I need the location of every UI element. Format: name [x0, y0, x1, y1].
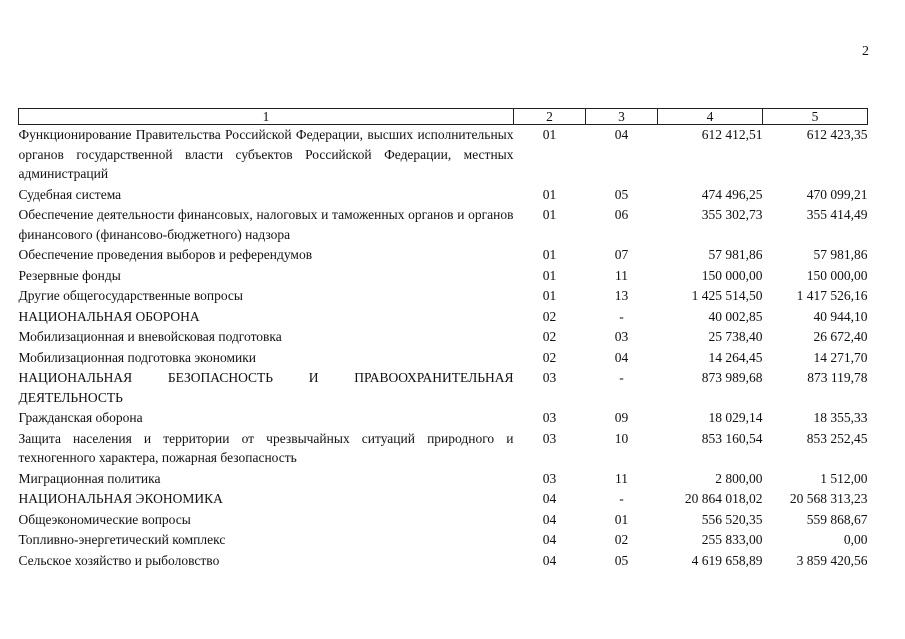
row-value-4: 4 619 658,89 — [691, 552, 763, 568]
row-name: Миграционная политика — [18, 470, 161, 486]
row-name: Функционирование Правительства Российской Федерации, высших исполнительных органов государственной власти субъектов Российской Федерации, местных администраций — [18, 127, 514, 181]
row-subsection-code: 11 — [615, 470, 628, 486]
page-number: 2 — [862, 44, 869, 59]
row-name: Мобилизационная и вневойсковая подготовка — [18, 329, 282, 344]
table-row — [19, 348, 868, 369]
row-name: Сельское хозяйство и рыболовство — [18, 552, 220, 568]
table-row — [19, 245, 868, 266]
row-value-5: 873 119,78 — [807, 370, 868, 385]
row-section-code: 04 — [542, 511, 557, 527]
row-section-code: 01 — [542, 127, 557, 142]
row-name: Обеспечение проведения выборов и референдумов — [18, 247, 313, 262]
table-row — [19, 408, 868, 429]
table-row — [19, 205, 868, 245]
row-section-code: 02 — [542, 308, 557, 324]
column-header-1: 1 — [19, 109, 514, 125]
row-section-code: 03 — [542, 410, 557, 425]
row-value-5: 1 512,00 — [820, 470, 868, 486]
row-value-5: 470 099,21 — [806, 186, 868, 202]
row-name: Обеспечение деятельности финансовых, налоговых и таможенных органов и органов финансового (финансово-бюджетного) надзора — [18, 207, 514, 242]
row-name: НАЦИОНАЛЬНАЯ ОБОРОНА — [18, 308, 200, 324]
row-value-4: 14 264,45 — [708, 349, 763, 365]
row-section-code: 01 — [542, 207, 557, 222]
row-value-5: 150 000,00 — [806, 267, 868, 283]
row-section-code: 04 — [542, 491, 557, 506]
row-subsection-code: 07 — [614, 247, 629, 262]
row-name: НАЦИОНАЛЬНАЯ ЭКОНОМИКА — [18, 491, 223, 506]
row-value-4: 25 738,40 — [708, 329, 763, 344]
row-name: Мобилизационная подготовка экономики — [18, 349, 257, 365]
row-subsection-code: 02 — [614, 532, 629, 547]
row-section-code: 04 — [542, 532, 557, 547]
table-row — [19, 429, 868, 469]
row-subsection-code: 13 — [614, 288, 629, 303]
table-row — [19, 307, 868, 328]
row-value-4: 474 496,25 — [701, 186, 763, 202]
row-value-4: 18 029,14 — [708, 410, 763, 425]
table-row — [19, 489, 868, 510]
row-value-5: 612 423,35 — [806, 127, 868, 142]
row-subsection-code: 10 — [614, 430, 629, 446]
row-value-5: 853 252,45 — [806, 430, 868, 446]
row-subsection-code: 01 — [614, 511, 629, 527]
column-header-5: 5 — [763, 109, 868, 125]
table-header — [19, 109, 868, 125]
row-section-code: 02 — [542, 349, 557, 365]
row-value-4: 150 000,00 — [701, 267, 763, 283]
column-header-2: 2 — [514, 109, 586, 125]
row-value-4: 853 160,54 — [701, 430, 763, 446]
row-value-5: 20 568 313,23 — [789, 491, 868, 506]
table-body — [19, 125, 868, 572]
row-subsection-code: 05 — [614, 552, 629, 568]
row-subsection-code: 11 — [615, 267, 628, 283]
table-row — [19, 530, 868, 551]
row-name: Гражданская оборона — [18, 410, 143, 425]
row-section-code: 04 — [542, 552, 557, 568]
row-subsection-code: - — [619, 308, 624, 324]
row-subsection-code: 04 — [614, 349, 629, 365]
row-subsection-code: 05 — [614, 186, 629, 202]
row-value-5: 40 944,10 — [813, 308, 868, 324]
row-value-5: 0,00 — [843, 532, 868, 547]
row-section-code: 03 — [542, 370, 557, 385]
table-row — [19, 266, 868, 287]
row-subsection-code: - — [619, 491, 624, 506]
row-value-5: 18 355,33 — [813, 410, 868, 425]
row-name: Судебная система — [18, 186, 122, 202]
row-value-5: 1 417 526,16 — [796, 288, 868, 303]
row-subsection-code: 04 — [614, 127, 629, 142]
row-value-5: 14 271,70 — [813, 349, 868, 365]
row-section-code: 01 — [542, 267, 557, 283]
table-row — [19, 510, 868, 531]
row-section-code: 01 — [542, 186, 557, 202]
table-row — [19, 469, 868, 490]
row-value-5: 559 868,67 — [806, 511, 868, 527]
row-section-code: 01 — [542, 288, 557, 303]
row-name: Резервные фонды — [18, 267, 121, 283]
column-header-3: 3 — [586, 109, 658, 125]
table-row — [19, 286, 868, 307]
row-subsection-code: - — [619, 370, 624, 385]
table-row — [19, 368, 868, 408]
table-row — [19, 185, 868, 206]
row-section-code: 02 — [542, 329, 557, 344]
row-value-4: 556 520,35 — [701, 511, 763, 527]
row-section-code: 01 — [542, 247, 557, 262]
table-row — [19, 327, 868, 348]
row-value-4: 57 981,86 — [708, 247, 763, 262]
row-name: Топливно-энергетический комплекс — [18, 532, 226, 547]
row-subsection-code: 09 — [614, 410, 629, 425]
row-value-5: 355 414,49 — [806, 207, 868, 222]
row-value-4: 2 800,00 — [715, 470, 763, 486]
row-value-4: 20 864 018,02 — [684, 491, 763, 506]
row-subsection-code: 03 — [614, 329, 629, 344]
row-subsection-code: 06 — [614, 207, 629, 222]
row-name: Общеэкономические вопросы — [18, 511, 191, 527]
row-name: Другие общегосударственные вопросы — [18, 288, 243, 303]
table-row — [19, 551, 868, 572]
budget-table — [18, 108, 868, 571]
row-value-5: 26 672,40 — [813, 329, 868, 344]
row-section-code: 03 — [542, 470, 557, 486]
table-row — [19, 125, 868, 185]
row-value-4: 355 302,73 — [701, 207, 763, 222]
row-name: НАЦИОНАЛЬНАЯ БЕЗОПАСНОСТЬ И ПРАВООХРАНИТЕЛЬНАЯ ДЕЯТЕЛЬНОСТЬ — [18, 370, 514, 405]
row-value-4: 255 833,00 — [701, 532, 763, 547]
row-value-4: 873 989,68 — [701, 370, 763, 385]
row-value-4: 1 425 514,50 — [691, 288, 763, 303]
row-value-5: 57 981,86 — [813, 247, 868, 262]
row-section-code: 03 — [542, 430, 557, 446]
row-value-4: 612 412,51 — [701, 127, 763, 142]
row-name: Защита населения и территории от чрезвычайных ситуаций природного и техногенного характера, пожарная безопасность — [18, 430, 514, 465]
column-header-4: 4 — [658, 109, 763, 125]
row-value-4: 40 002,85 — [708, 308, 763, 324]
row-value-5: 3 859 420,56 — [796, 552, 868, 568]
